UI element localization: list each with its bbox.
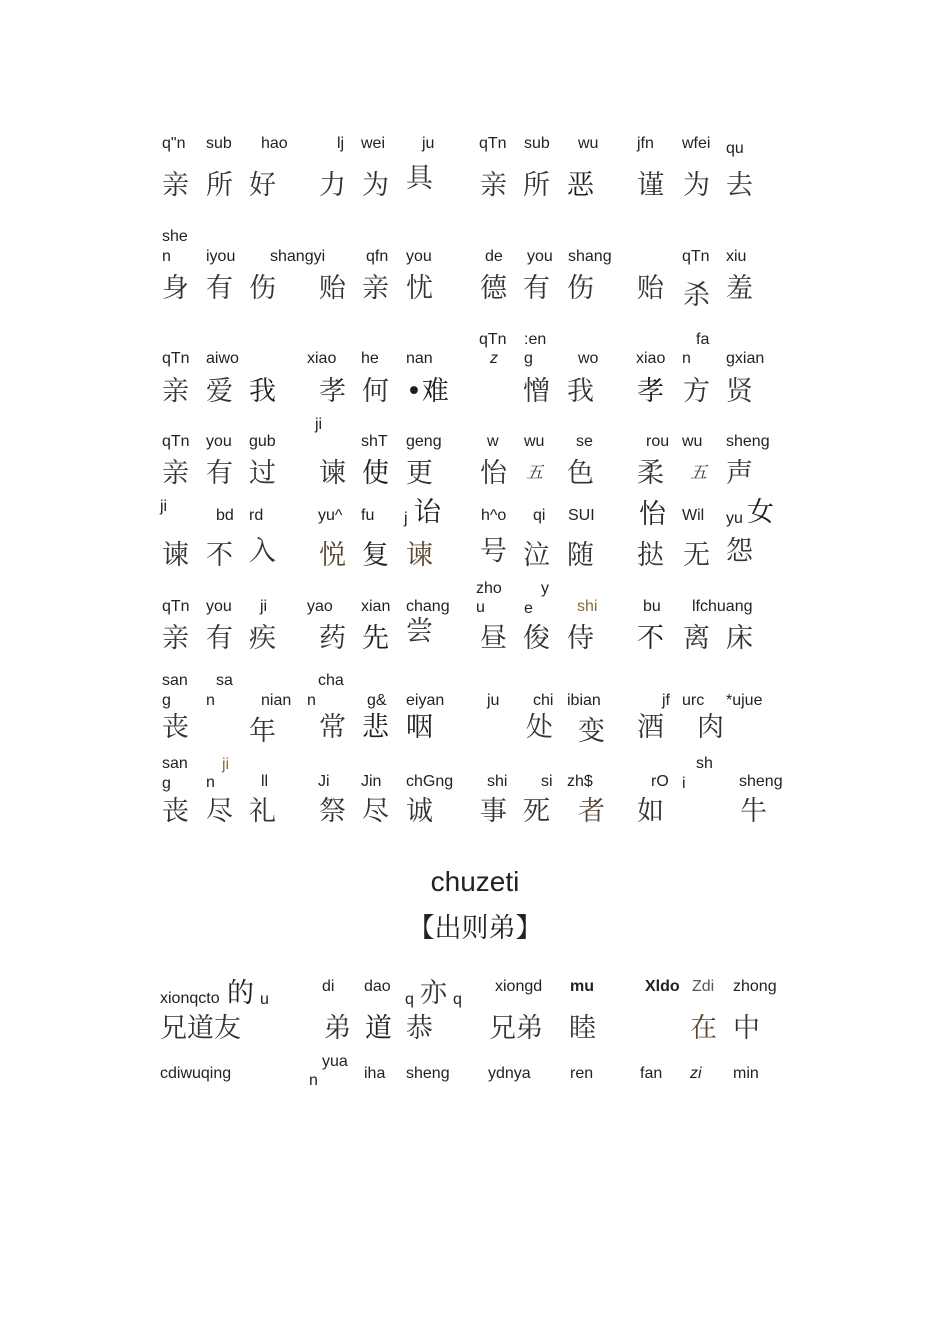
hanzi: 有 (523, 273, 550, 304)
hanzi: 俊 (523, 623, 550, 654)
pinyin: hao (261, 135, 288, 152)
pinyin: geng (406, 433, 442, 450)
pinyin: shi (577, 598, 598, 615)
hanzi: 的 (227, 978, 254, 1009)
hanzi: 色 (567, 458, 594, 489)
hanzi: 使 (362, 458, 389, 489)
pinyin: bu (643, 598, 661, 615)
hanzi: 羞 (726, 273, 753, 304)
hanzi: 为 (362, 170, 389, 201)
pinyin: zhong (733, 978, 777, 995)
pinyin: qi (533, 507, 546, 524)
hanzi: 复 (362, 540, 389, 571)
pinyin: he (361, 350, 379, 367)
hanzi: 亲 (480, 170, 507, 201)
pinyin: wo (578, 350, 599, 367)
pinyin: wu (524, 433, 545, 450)
pinyin: qTn (162, 598, 190, 615)
pinyin: xionqcto (160, 990, 220, 1007)
hanzi: 德 (480, 273, 507, 304)
pinyin: sheng (726, 433, 770, 450)
pinyin: yua (322, 1053, 348, 1070)
pinyin: xiongd (495, 978, 543, 995)
hanzi: 所 (523, 170, 550, 201)
pinyin: SUI (568, 507, 595, 524)
hanzi: 亲 (162, 623, 189, 654)
pinyin: g (524, 350, 533, 367)
hanzi: 怡 (480, 458, 507, 489)
hanzi: 道 (365, 1013, 392, 1044)
hanzi: 贻 (319, 273, 346, 304)
pinyin: you (206, 598, 232, 615)
hanzi: 身 (162, 273, 189, 304)
hanzi: 谨 (637, 170, 664, 201)
pinyin: sheng (739, 773, 783, 790)
pinyin: n (162, 248, 171, 265)
pinyin: sheng (406, 1065, 450, 1082)
pinyin: shT (361, 433, 388, 450)
hanzi: 力 (319, 170, 346, 201)
hanzi: 杀 (683, 280, 710, 311)
hanzi: 年 (249, 716, 276, 747)
pinyin: wfei (682, 135, 711, 152)
pinyin: qTn (162, 350, 190, 367)
pinyin: i (682, 775, 686, 792)
pinyin: si (541, 773, 553, 790)
hanzi: 柔 (637, 458, 664, 489)
pinyin: bd (216, 507, 234, 524)
pinyin: xiu (726, 248, 747, 265)
pinyin: rou (646, 433, 670, 450)
hanzi: 泣 (523, 540, 550, 571)
pinyin: g& (367, 692, 387, 709)
hanzi: 方 (683, 376, 710, 407)
hanzi: 尝 (406, 616, 433, 647)
hanzi: 憎 (523, 376, 550, 407)
pinyin: di (322, 978, 335, 995)
hanzi: 好 (249, 170, 276, 201)
pinyin: yu^ (318, 507, 343, 524)
pinyin: san (162, 672, 188, 689)
pinyin: n (309, 1072, 318, 1085)
hanzi: 我 (567, 376, 594, 407)
pinyin: wei (361, 135, 386, 152)
pinyin: cha (318, 672, 344, 689)
pinyin: ren (570, 1065, 594, 1082)
pinyin: cdiwuqing (160, 1065, 232, 1082)
pinyin: ju (487, 692, 500, 709)
pinyin: iha (364, 1065, 386, 1082)
pinyin: h^o (481, 507, 507, 524)
hanzi: 过 (249, 458, 276, 489)
pinyin: you (527, 248, 553, 265)
hanzi: 怨 (726, 536, 753, 567)
pinyin: yu (726, 510, 743, 527)
pinyin: xiao (636, 350, 666, 367)
pinyin: chGng (406, 773, 454, 790)
pinyin: you (406, 248, 432, 265)
pinyin: qTn (479, 331, 507, 348)
hanzi: 贻 (637, 273, 664, 304)
pinyin: eiyan (406, 692, 445, 709)
pinyin: Wil (682, 507, 705, 524)
pinyin: ji (260, 598, 268, 615)
pinyin: Ji (318, 773, 330, 790)
hanzi: 号 (480, 536, 507, 567)
pinyin: n (307, 692, 316, 709)
pinyin: chang (406, 598, 450, 615)
hanzi: 怡 (639, 499, 666, 530)
hanzi: 酒 (637, 712, 664, 743)
hanzi: 尽 (206, 796, 233, 827)
hanzi: 床 (726, 623, 753, 654)
pinyin: ibian (567, 692, 601, 709)
hanzi: 中 (733, 1013, 760, 1044)
hanzi: 咽 (406, 712, 433, 743)
hanzi: 不 (206, 540, 233, 571)
hanzi: 更 (406, 458, 433, 489)
pinyin: mu (570, 978, 594, 995)
hanzi: 伤 (567, 273, 594, 304)
hanzi: 恶 (567, 170, 594, 201)
pinyin: Xldo (645, 978, 680, 995)
hanzi: 死 (523, 796, 550, 827)
pinyin: de (485, 248, 503, 265)
hanzi: 亲 (362, 273, 389, 304)
hanzi: 挞 (637, 540, 664, 571)
pinyin: gub (249, 433, 276, 450)
pinyin: iyou (206, 248, 236, 265)
pinyin: *ujue (726, 692, 763, 709)
hanzi: 诚 (406, 796, 433, 827)
pinyin: g (162, 692, 171, 709)
pinyin: sub (206, 135, 232, 152)
pinyin: fa (696, 331, 710, 348)
hanzi: 五 (526, 463, 543, 483)
pinyin: she (162, 228, 188, 245)
hanzi: 有 (206, 273, 233, 304)
pinyin: q"n (162, 135, 186, 152)
hanzi: 何 (362, 376, 389, 407)
pinyin: gxian (726, 350, 765, 367)
hanzi: 悲 (362, 712, 389, 743)
hanzi: 伤 (249, 273, 276, 304)
hanzi: 处 (526, 712, 553, 743)
pinyin: shi (487, 773, 508, 790)
hanzi: 药 (319, 623, 346, 654)
pinyin: zho (476, 580, 502, 597)
pinyin: j (404, 510, 408, 527)
hanzi: 谏 (319, 458, 346, 489)
hanzi: 在 (690, 1013, 717, 1044)
pinyin: rd (249, 507, 264, 524)
hanzi: 五 (690, 463, 707, 483)
hanzi: 丧 (162, 796, 189, 827)
pinyin: jfn (637, 135, 654, 152)
hanzi: •难 (406, 376, 449, 407)
pinyin: jf (662, 692, 670, 709)
pinyin: ji (160, 498, 168, 515)
hanzi: 亲 (162, 376, 189, 407)
hanzi: 离 (683, 623, 710, 654)
pinyin: u (260, 991, 269, 1008)
hanzi: 牛 (740, 796, 767, 827)
pinyin: qTn (682, 248, 710, 265)
pinyin: yao (307, 598, 333, 615)
hanzi: 事 (480, 796, 507, 827)
hanzi: 诒 (414, 497, 441, 528)
section-title: 【出则弟】 (407, 913, 543, 944)
pinyin: Jin (361, 773, 382, 790)
hanzi: 兄道友 (160, 1013, 241, 1044)
hanzi: 不 (637, 623, 664, 654)
hanzi: 爱 (206, 376, 233, 407)
hanzi: 贤 (726, 376, 753, 407)
hanzi: 肉 (697, 712, 724, 743)
pinyin: z (490, 350, 498, 367)
pinyin: san (162, 755, 188, 772)
pinyin: ll (261, 773, 269, 790)
hanzi: 入 (249, 536, 276, 567)
hanzi: 祭 (319, 796, 346, 827)
hanzi: 谏 (162, 540, 189, 571)
hanzi: 无 (683, 540, 710, 571)
pinyin: se (576, 433, 593, 450)
hanzi: 睦 (569, 1013, 596, 1044)
hanzi: 所 (206, 170, 233, 201)
pinyin: fu (361, 507, 375, 524)
hanzi: 亲 (162, 458, 189, 489)
hanzi: 先 (362, 623, 389, 654)
pinyin: aiwo (206, 350, 239, 367)
pinyin: sub (524, 135, 550, 152)
hanzi: 为 (683, 170, 710, 201)
hanzi: 变 (578, 716, 605, 747)
hanzi: 具 (406, 163, 433, 194)
pinyin: qTn (162, 433, 190, 450)
pinyin: nian (261, 692, 292, 709)
hanzi: 昼 (480, 623, 507, 654)
hanzi: 忧 (406, 273, 433, 304)
pinyin: n (682, 350, 691, 367)
pinyin: e (524, 600, 533, 617)
pinyin: n (206, 692, 215, 709)
hanzi: 女 (747, 497, 774, 528)
pinyin: ji (315, 416, 323, 433)
pinyin: xian (361, 598, 391, 615)
hanzi: 恭 (406, 1013, 433, 1044)
pinyin: ydnya (488, 1065, 531, 1082)
pinyin: nan (406, 350, 433, 367)
pinyin: lfchuang (692, 598, 753, 615)
pinyin: sh (696, 755, 713, 772)
hanzi: 疾 (249, 623, 276, 654)
pinyin: u (476, 599, 485, 616)
section-title-pinyin: chuzeti (430, 866, 520, 897)
pinyin: shangyi (270, 248, 326, 265)
pinyin: urc (682, 692, 705, 709)
hanzi: 随 (567, 540, 594, 571)
hanzi: 孝 (319, 376, 346, 407)
hanzi: 有 (206, 458, 233, 489)
pinyin: shang (568, 248, 612, 265)
pinyin: sa (216, 672, 233, 689)
pinyin: xiao (307, 350, 337, 367)
hanzi: 尽 (362, 796, 389, 827)
pinyin: w (487, 433, 499, 450)
pinyin: q (405, 991, 414, 1008)
pinyin: you (206, 433, 232, 450)
hanzi: 悦 (319, 540, 346, 571)
pinyin: qfn (366, 248, 389, 265)
pinyin: min (733, 1065, 759, 1082)
pinyin: rO (651, 773, 669, 790)
pinyin: g (162, 775, 171, 792)
pinyin: Zdi (692, 978, 715, 995)
hanzi: 有 (206, 623, 233, 654)
pinyin: zi (690, 1065, 702, 1082)
pinyin: chi (533, 692, 554, 709)
pinyin: fan (640, 1065, 663, 1082)
hanzi: 亦 (420, 978, 447, 1009)
hanzi: 礼 (249, 796, 276, 827)
pinyin: qu (726, 140, 744, 157)
hanzi: 兄弟 (489, 1013, 543, 1044)
hanzi: 如 (637, 796, 664, 827)
hanzi: 常 (319, 712, 346, 743)
verse-row-10 (0, 1050, 950, 1085)
pinyin: q (453, 991, 462, 1008)
pinyin: :en (524, 331, 547, 348)
pinyin: dao (364, 978, 391, 995)
hanzi: 亲 (162, 170, 189, 201)
hanzi: 弟 (324, 1013, 351, 1044)
hanzi: 孝 (637, 376, 664, 407)
hanzi: 我 (249, 376, 276, 407)
hanzi: 声 (726, 458, 753, 489)
hanzi: 去 (726, 170, 753, 201)
pinyin: zh$ (567, 773, 593, 790)
pinyin: y (541, 580, 549, 597)
hanzi: 丧 (162, 712, 189, 743)
pinyin: ji (222, 756, 230, 773)
pinyin: wu (682, 433, 703, 450)
hanzi: 者 (578, 796, 605, 827)
pinyin: lj (337, 135, 345, 152)
hanzi: 谏 (406, 540, 433, 571)
hanzi: 侍 (567, 623, 594, 654)
pinyin: n (206, 774, 215, 791)
pinyin: wu (578, 135, 599, 152)
pinyin: ju (422, 135, 435, 152)
pinyin: qTn (479, 135, 507, 152)
